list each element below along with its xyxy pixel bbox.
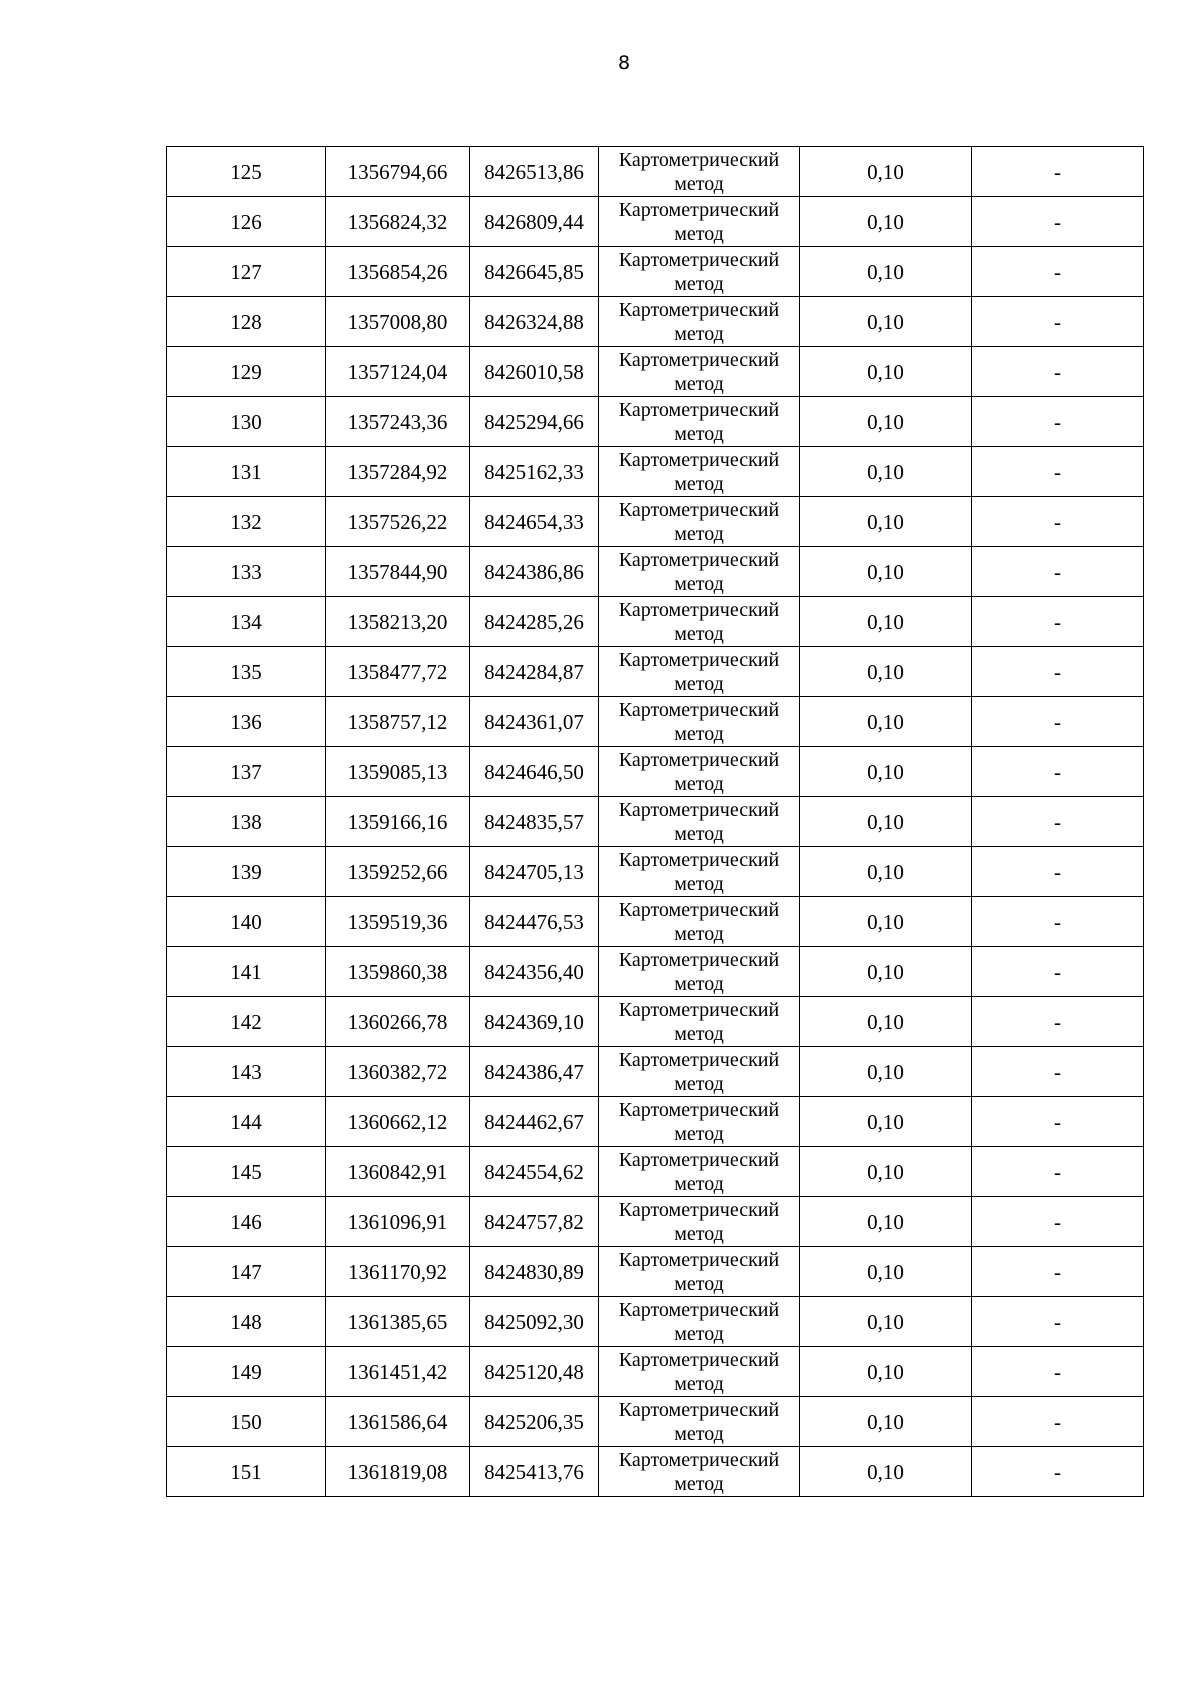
table-row [167,647,1144,697]
point-number-cell: 125 [167,147,326,197]
note-cell: - [972,547,1144,597]
accuracy-cell: 0,10 [800,647,972,697]
method-cell: Картометрический метод [599,447,800,497]
point-number-cell: 138 [167,797,326,847]
method-cell: Картометрический метод [599,747,800,797]
y-coordinate-cell: 8425294,66 [470,397,599,447]
table-body [167,147,1144,1497]
method-cell: Картометрический метод [599,597,800,647]
accuracy-cell: 0,10 [800,297,972,347]
table-row [167,1197,1144,1247]
table-row [167,447,1144,497]
x-coordinate-cell: 1360266,78 [326,997,470,1047]
accuracy-cell: 0,10 [800,347,972,397]
point-number-cell: 141 [167,947,326,997]
method-cell: Картометрический метод [599,497,800,547]
note-cell: - [972,1147,1144,1197]
note-cell: - [972,597,1144,647]
table-row [167,1147,1144,1197]
y-coordinate-cell: 8424386,47 [470,1047,599,1097]
x-coordinate-cell: 1358477,72 [326,647,470,697]
method-cell: Картометрический метод [599,1247,800,1297]
table-row [167,1097,1144,1147]
note-cell: - [972,647,1144,697]
accuracy-cell: 0,10 [800,1347,972,1397]
x-coordinate-cell: 1356824,32 [326,197,470,247]
point-number-cell: 127 [167,247,326,297]
accuracy-cell: 0,10 [800,547,972,597]
x-coordinate-cell: 1361586,64 [326,1397,470,1447]
table-row [167,947,1144,997]
accuracy-cell: 0,10 [800,397,972,447]
note-cell: - [972,747,1144,797]
point-number-cell: 134 [167,597,326,647]
accuracy-cell: 0,10 [800,747,972,797]
note-cell: - [972,997,1144,1047]
table-row [167,1297,1144,1347]
table-row [167,197,1144,247]
page-number: 8 [617,52,631,74]
y-coordinate-cell: 8424285,26 [470,597,599,647]
note-cell: - [972,1347,1144,1397]
table-row [167,597,1144,647]
note-cell: - [972,897,1144,947]
accuracy-cell: 0,10 [800,147,972,197]
table-row [167,797,1144,847]
x-coordinate-cell: 1357526,22 [326,497,470,547]
table-row [167,997,1144,1047]
accuracy-cell: 0,10 [800,1197,972,1247]
table-row [167,1247,1144,1297]
accuracy-cell: 0,10 [800,897,972,947]
x-coordinate-cell: 1357284,92 [326,447,470,497]
note-cell: - [972,497,1144,547]
note-cell: - [972,1397,1144,1447]
y-coordinate-cell: 8425120,48 [470,1347,599,1397]
y-coordinate-cell: 8424757,82 [470,1197,599,1247]
point-number-cell: 128 [167,297,326,347]
x-coordinate-cell: 1357008,80 [326,297,470,347]
point-number-cell: 142 [167,997,326,1047]
x-coordinate-cell: 1361096,91 [326,1197,470,1247]
point-number-cell: 133 [167,547,326,597]
y-coordinate-cell: 8424654,33 [470,497,599,547]
y-coordinate-cell: 8426513,86 [470,147,599,197]
accuracy-cell: 0,10 [800,247,972,297]
accuracy-cell: 0,10 [800,797,972,847]
accuracy-cell: 0,10 [800,847,972,897]
method-cell: Картометрический метод [599,1097,800,1147]
x-coordinate-cell: 1357243,36 [326,397,470,447]
y-coordinate-cell: 8424284,87 [470,647,599,697]
point-number-cell: 126 [167,197,326,247]
accuracy-cell: 0,10 [800,947,972,997]
x-coordinate-cell: 1359085,13 [326,747,470,797]
note-cell: - [972,1097,1144,1147]
table-row [167,147,1144,197]
point-number-cell: 147 [167,1247,326,1297]
y-coordinate-cell: 8424835,57 [470,797,599,847]
accuracy-cell: 0,10 [800,1397,972,1447]
point-number-cell: 148 [167,1297,326,1347]
y-coordinate-cell: 8424369,10 [470,997,599,1047]
point-number-cell: 130 [167,397,326,447]
note-cell: - [972,147,1144,197]
accuracy-cell: 0,10 [800,997,972,1047]
method-cell: Картометрический метод [599,547,800,597]
x-coordinate-cell: 1361170,92 [326,1247,470,1297]
accuracy-cell: 0,10 [800,1147,972,1197]
point-number-cell: 144 [167,1097,326,1147]
point-number-cell: 136 [167,697,326,747]
method-cell: Картометрический метод [599,147,800,197]
table-row [167,347,1144,397]
x-coordinate-cell: 1359166,16 [326,797,470,847]
y-coordinate-cell: 8425092,30 [470,1297,599,1347]
note-cell: - [972,397,1144,447]
note-cell: - [972,1447,1144,1497]
x-coordinate-cell: 1360842,91 [326,1147,470,1197]
note-cell: - [972,1047,1144,1097]
y-coordinate-cell: 8424386,86 [470,547,599,597]
accuracy-cell: 0,10 [800,447,972,497]
method-cell: Картометрический метод [599,1047,800,1097]
x-coordinate-cell: 1358213,20 [326,597,470,647]
y-coordinate-cell: 8426645,85 [470,247,599,297]
x-coordinate-cell: 1356794,66 [326,147,470,197]
point-number-cell: 150 [167,1397,326,1447]
note-cell: - [972,797,1144,847]
note-cell: - [972,247,1144,297]
method-cell: Картометрический метод [599,847,800,897]
point-number-cell: 146 [167,1197,326,1247]
note-cell: - [972,1297,1144,1347]
method-cell: Картометрический метод [599,947,800,997]
y-coordinate-cell: 8426010,58 [470,347,599,397]
point-number-cell: 137 [167,747,326,797]
point-number-cell: 135 [167,647,326,697]
table-row [167,847,1144,897]
point-number-cell: 131 [167,447,326,497]
point-number-cell: 149 [167,1347,326,1397]
method-cell: Картометрический метод [599,647,800,697]
method-cell: Картометрический метод [599,247,800,297]
x-coordinate-cell: 1358757,12 [326,697,470,747]
accuracy-cell: 0,10 [800,497,972,547]
y-coordinate-cell: 8426809,44 [470,197,599,247]
y-coordinate-cell: 8424554,62 [470,1147,599,1197]
method-cell: Картометрический метод [599,1197,800,1247]
method-cell: Картометрический метод [599,397,800,447]
y-coordinate-cell: 8425206,35 [470,1397,599,1447]
accuracy-cell: 0,10 [800,1097,972,1147]
note-cell: - [972,847,1144,897]
x-coordinate-cell: 1361385,65 [326,1297,470,1347]
table-row [167,547,1144,597]
point-number-cell: 151 [167,1447,326,1497]
table-row [167,897,1144,947]
note-cell: - [972,297,1144,347]
accuracy-cell: 0,10 [800,1447,972,1497]
method-cell: Картометрический метод [599,797,800,847]
method-cell: Картометрический метод [599,697,800,747]
note-cell: - [972,347,1144,397]
point-number-cell: 132 [167,497,326,547]
y-coordinate-cell: 8425162,33 [470,447,599,497]
point-number-cell: 140 [167,897,326,947]
x-coordinate-cell: 1360662,12 [326,1097,470,1147]
y-coordinate-cell: 8424830,89 [470,1247,599,1297]
method-cell: Картометрический метод [599,1147,800,1197]
y-coordinate-cell: 8424476,53 [470,897,599,947]
point-number-cell: 145 [167,1147,326,1197]
accuracy-cell: 0,10 [800,1297,972,1347]
method-cell: Картометрический метод [599,347,800,397]
method-cell: Картометрический метод [599,1447,800,1497]
method-cell: Картометрический метод [599,1347,800,1397]
y-coordinate-cell: 8426324,88 [470,297,599,347]
accuracy-cell: 0,10 [800,697,972,747]
table-row [167,1397,1144,1447]
table-row [167,1447,1144,1497]
x-coordinate-cell: 1359519,36 [326,897,470,947]
accuracy-cell: 0,10 [800,1247,972,1297]
x-coordinate-cell: 1357844,90 [326,547,470,597]
coordinates-table [166,146,1144,1497]
x-coordinate-cell: 1359860,38 [326,947,470,997]
y-coordinate-cell: 8424356,40 [470,947,599,997]
method-cell: Картометрический метод [599,897,800,947]
x-coordinate-cell: 1359252,66 [326,847,470,897]
y-coordinate-cell: 8425413,76 [470,1447,599,1497]
method-cell: Картометрический метод [599,1397,800,1447]
table-row [167,397,1144,447]
method-cell: Картометрический метод [599,197,800,247]
table-row [167,697,1144,747]
x-coordinate-cell: 1361451,42 [326,1347,470,1397]
x-coordinate-cell: 1360382,72 [326,1047,470,1097]
method-cell: Картометрический метод [599,1297,800,1347]
accuracy-cell: 0,10 [800,1047,972,1097]
x-coordinate-cell: 1357124,04 [326,347,470,397]
method-cell: Картометрический метод [599,997,800,1047]
y-coordinate-cell: 8424462,67 [470,1097,599,1147]
y-coordinate-cell: 8424705,13 [470,847,599,897]
table-row [167,247,1144,297]
table-row [167,297,1144,347]
note-cell: - [972,947,1144,997]
note-cell: - [972,1247,1144,1297]
accuracy-cell: 0,10 [800,197,972,247]
point-number-cell: 139 [167,847,326,897]
table-row [167,1047,1144,1097]
accuracy-cell: 0,10 [800,597,972,647]
table-row [167,747,1144,797]
note-cell: - [972,1197,1144,1247]
note-cell: - [972,197,1144,247]
table-row [167,497,1144,547]
y-coordinate-cell: 8424646,50 [470,747,599,797]
note-cell: - [972,447,1144,497]
y-coordinate-cell: 8424361,07 [470,697,599,747]
point-number-cell: 129 [167,347,326,397]
x-coordinate-cell: 1361819,08 [326,1447,470,1497]
point-number-cell: 143 [167,1047,326,1097]
table-row [167,1347,1144,1397]
x-coordinate-cell: 1356854,26 [326,247,470,297]
method-cell: Картометрический метод [599,297,800,347]
note-cell: - [972,697,1144,747]
